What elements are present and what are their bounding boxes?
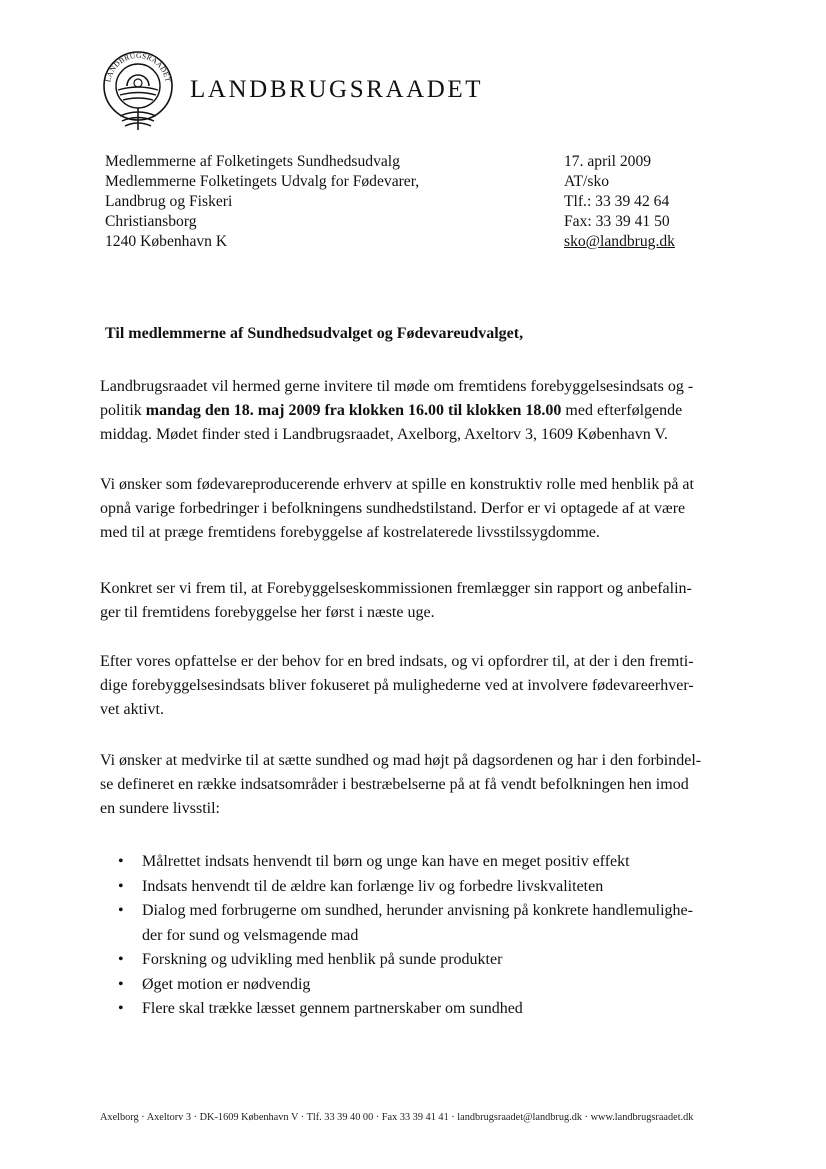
list-item-text: Flere skal trække læsset gennem partnerskaber om sundhed [142, 1000, 523, 1017]
paragraph-line: med til at præge fremtidens forebyggelse af kostrelaterede livsstilssygdomme. [100, 524, 600, 541]
page-footer: Axelborg · Axeltorv 3 · DK-1609 København V · Tlf. 33 39 40 00 · Fax 33 39 41 41 · landbrugsraadet@landbrug.dk · www.landbrugsraadet.dk [100, 1112, 694, 1123]
letter-reference: AT/sko [564, 173, 610, 190]
paragraph-focus-areas [100, 749, 740, 821]
list-item-text: Øget motion er nødvendig [142, 975, 311, 993]
paragraph-line: vet aktivt. [100, 701, 164, 718]
paragraph-effort [100, 650, 740, 722]
letter-date: 17. april 2009 [564, 153, 652, 170]
list-item [118, 973, 693, 998]
paragraph-line: opnå varige forbedringer i befolkningens sundhedstilstand. Derfor er vi optagede af at være [100, 500, 686, 517]
landbrugsraadet-logo [100, 50, 176, 132]
bullet-marker: • [118, 1000, 124, 1017]
list-item [118, 899, 693, 948]
list-item-text: Forskning og udvikling med henblik på sunde produkter [142, 951, 503, 968]
list-item-text: Målrettet indsats henvendt til børn og unge kan have en meget positiv effekt [142, 853, 630, 870]
phone-number: Tlf.: 33 39 42 64 [564, 193, 670, 210]
letter-meta [564, 152, 675, 252]
paragraph-line: Vi ønsker som fødevareproducerende erhverv at spille en konstruktiv rolle med henblik på at [100, 476, 694, 493]
recipient-line: Medlemmerne af Folketingets Sundhedsudvalg [105, 153, 400, 170]
paragraph-line: Efter vores opfattelse er der behov for en bred indsats, og vi opfordrer til, at der i den fremti- [100, 653, 694, 670]
focus-area-list [118, 850, 693, 1022]
paragraph-invitation [100, 375, 740, 447]
bullet-marker: • [118, 975, 124, 993]
recipient-line: Landbrug og Fiskeri [105, 193, 233, 210]
paragraph-line: se defineret en række indsatsområder i bestræbelserne på at få vendt befolkningen hen imod [100, 776, 689, 793]
paragraph-line: dige forebyggelsesindsats bliver fokuseret på mulighederne ved at involvere fødevareerhver- [100, 677, 694, 694]
fax-number: Fax: 33 39 41 50 [564, 213, 670, 230]
meeting-time: mandag den 18. maj 2009 fra klokken 16.00 til klokken 18.00 [145, 402, 562, 419]
list-item [118, 948, 693, 973]
svg-text:LANDBRUGSRAADET [103, 51, 172, 83]
org-name: LANDBRUGSRAADET [190, 76, 484, 103]
paragraph-line: Vi ønsker at medvirke til at sætte sundhed og mad højt på dagsordenen og har i den forbindel- [100, 752, 702, 769]
bullet-marker: • [118, 902, 124, 919]
recipient-address [105, 152, 419, 252]
list-item [118, 997, 693, 1022]
paragraph-line: ger til fremtidens forebyggelse her først i næste uge. [100, 604, 435, 621]
recipient-line: 1240 København K [105, 233, 228, 250]
list-item-text: der for sund og velsmagende mad [142, 926, 359, 944]
bullet-marker: • [118, 951, 124, 968]
paragraph-line: Landbrugsraadet vil hermed gerne invitere til møde om fremtidens forebyggelsesindsats og - [100, 378, 694, 395]
paragraph-line: en sundere livsstil: [100, 800, 220, 817]
list-item [118, 875, 693, 900]
paragraph-role [100, 473, 740, 545]
list-item [118, 850, 693, 875]
paragraph-commission [100, 577, 740, 625]
letter-salutation: Til medlemmerne af Sundhedsudvalget og Fødevareudvalget, [105, 325, 524, 342]
list-item-text: Indsats henvendt til de ældre kan forlænge liv og forbedre livskvaliteten [142, 877, 604, 895]
seal-text: LANDBRUGSRAADET [103, 50, 173, 83]
paragraph-line: Konkret ser vi frem til, at Forebyggelseskommissionen fremlægger sin rapport og anbefalin- [100, 580, 692, 597]
recipient-line: Medlemmerne Folketingets Udvalg for Fødevarer, [105, 173, 420, 190]
line-text: med efterfølgende [561, 402, 683, 419]
recipient-line: Christiansborg [105, 213, 197, 230]
email-link[interactable]: sko@landbrug.dk [564, 233, 675, 250]
paragraph-line [100, 399, 740, 423]
bullet-marker: • [118, 853, 124, 870]
line-text: politik [100, 402, 146, 419]
paragraph-line: middag. Mødet finder sted i Landbrugsraadet, Axelborg, Axeltorv 3, 1609 København V. [100, 426, 668, 443]
bullet-marker: • [118, 877, 124, 895]
list-item-text: Dialog med forbrugerne om sundhed, herunder anvisning på konkrete handlemulighe- [142, 902, 693, 919]
